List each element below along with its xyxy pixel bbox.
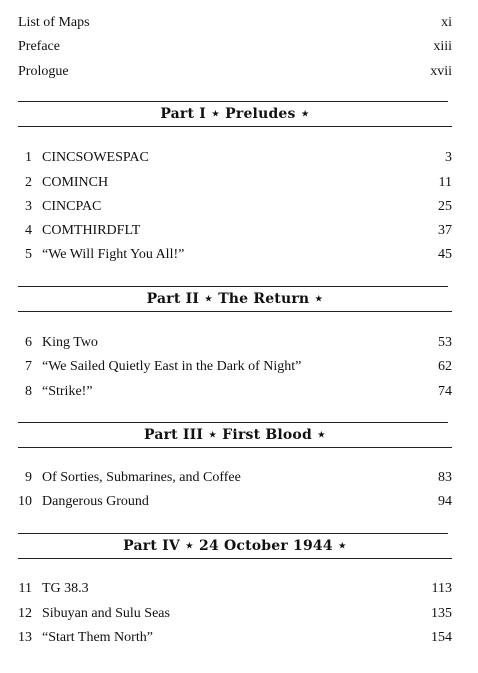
front-matter-entry — [18, 39, 452, 57]
part-title — [18, 538, 452, 554]
chapter-entry — [18, 581, 452, 599]
chapter-page: 135 — [431, 606, 452, 621]
rule-divider — [18, 447, 452, 448]
chapter-page: 53 — [438, 335, 452, 350]
chapter-entry — [24, 470, 452, 488]
chapter-page: 83 — [438, 470, 452, 485]
star-icon: ⋆ — [204, 291, 214, 307]
chapter-number: 10 — [18, 494, 32, 509]
star-icon: ⋆ — [300, 106, 310, 122]
chapter-page: 11 — [438, 175, 452, 190]
chapter-entry — [18, 630, 452, 648]
star-icon: ⋆ — [184, 538, 194, 554]
chapter-entry — [24, 150, 452, 168]
part-name: Preludes — [225, 106, 296, 122]
chapter-page: 154 — [431, 630, 452, 645]
chapter-title: “Start Them North” — [42, 630, 153, 645]
chapter-entry — [24, 384, 452, 402]
chapter-page: 62 — [438, 359, 452, 374]
chapter-number: 3 — [25, 199, 32, 214]
part-label: Part II — [146, 291, 200, 307]
chapter-title: Dangerous Ground — [42, 494, 149, 509]
chapter-page: 3 — [445, 150, 452, 165]
chapter-title: CINCPAC — [42, 199, 102, 214]
star-icon: ⋆ — [337, 538, 347, 554]
chapter-number: 5 — [25, 247, 32, 262]
rule-divider — [18, 101, 448, 102]
chapter-entry — [24, 199, 452, 217]
chapter-number: 7 — [25, 359, 32, 374]
chapter-number: 6 — [25, 335, 32, 350]
front-matter-entry — [18, 64, 452, 82]
part-heading — [18, 101, 452, 127]
part-title — [18, 427, 452, 443]
rule-divider — [18, 126, 452, 127]
chapter-title: TG 38.3 — [42, 581, 89, 596]
entry-page: xvii — [430, 64, 452, 79]
part-label: Part I — [160, 106, 207, 122]
chapter-number: 2 — [25, 175, 32, 190]
part-name: 24 October 1944 — [199, 538, 333, 554]
chapter-title: CINCSOWESPAC — [42, 150, 149, 165]
chapter-title: “We Will Fight You All!” — [42, 247, 185, 262]
chapter-entry — [24, 247, 452, 265]
part-heading — [18, 422, 452, 448]
part-title — [18, 291, 452, 307]
rule-divider — [18, 533, 448, 534]
star-icon: ⋆ — [317, 427, 327, 443]
chapter-number: 1 — [25, 150, 32, 165]
chapter-number: 4 — [25, 223, 32, 238]
chapter-page: 74 — [438, 384, 452, 399]
rule-divider — [18, 286, 448, 287]
part-name: First Blood — [222, 427, 312, 443]
chapter-number: 13 — [18, 630, 32, 645]
chapter-title: Of Sorties, Submarines, and Coffee — [42, 470, 241, 485]
star-icon: ⋆ — [314, 291, 324, 307]
chapter-title: Sibuyan and Sulu Seas — [42, 606, 170, 621]
part-label: Part IV — [123, 538, 180, 554]
chapter-number: 12 — [18, 606, 32, 621]
star-icon: ⋆ — [211, 106, 221, 122]
chapter-title: King Two — [42, 335, 98, 350]
rule-divider — [18, 422, 448, 423]
chapter-page: 45 — [438, 247, 452, 262]
chapter-title: “Strike!” — [42, 384, 93, 399]
chapter-page: 113 — [431, 581, 452, 596]
part-label: Part III — [143, 427, 204, 443]
chapter-title: “We Sailed Quietly East in the Dark of Night” — [42, 359, 302, 374]
front-matter-entry — [18, 15, 452, 33]
chapter-entry — [24, 335, 452, 353]
entry-page: xiii — [433, 39, 452, 54]
chapter-number: 9 — [25, 470, 32, 485]
entry-page: xi — [441, 15, 452, 30]
part-heading — [18, 286, 452, 312]
part-name: The Return — [218, 291, 310, 307]
star-icon: ⋆ — [208, 427, 218, 443]
entry-title: Preface — [18, 39, 60, 54]
part-heading — [18, 533, 452, 559]
chapter-page: 94 — [438, 494, 452, 509]
entry-title: Prologue — [18, 64, 69, 79]
chapter-title: COMINCH — [42, 175, 109, 190]
rule-divider — [18, 558, 452, 559]
chapter-page: 25 — [438, 199, 452, 214]
chapter-entry — [24, 175, 452, 193]
entry-title: List of Maps — [18, 15, 90, 30]
chapter-entry — [18, 494, 452, 512]
chapter-number: 11 — [18, 581, 32, 596]
chapter-entry — [18, 606, 452, 624]
chapter-page: 37 — [438, 223, 452, 238]
chapter-number: 8 — [25, 384, 32, 399]
chapter-title: COMTHIRDFLT — [42, 223, 141, 238]
rule-divider — [18, 311, 452, 312]
chapter-entry — [24, 223, 452, 241]
part-title — [18, 106, 452, 122]
chapter-entry — [24, 359, 452, 377]
